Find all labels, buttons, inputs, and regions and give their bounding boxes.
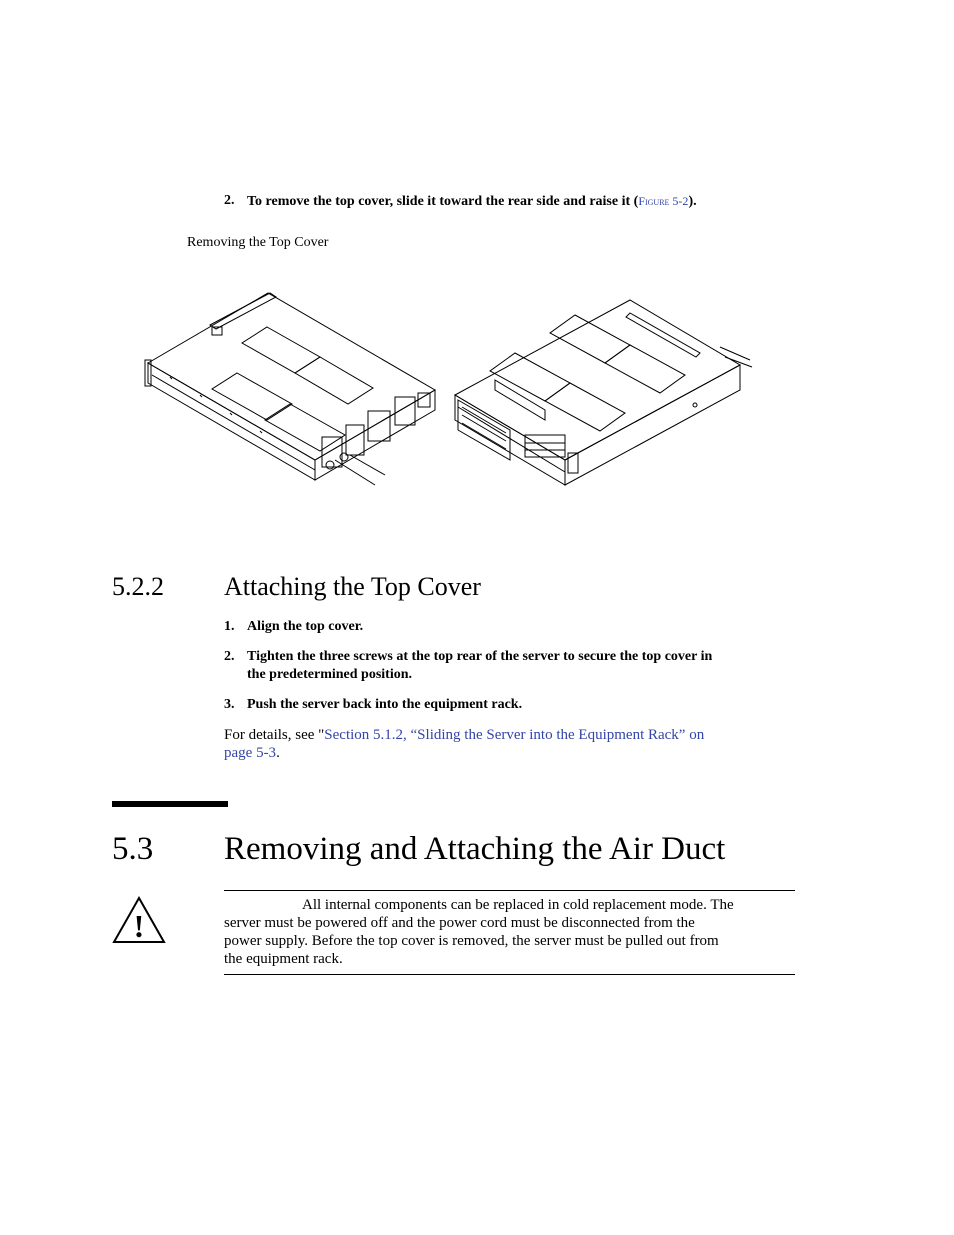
step-number: 1. xyxy=(224,619,235,634)
details-paragraph xyxy=(224,726,704,744)
section-number: 5.3 xyxy=(112,831,154,867)
page-link[interactable]: page 5-3 xyxy=(224,745,277,761)
section-link[interactable]: Section 5.1.2, “Sliding the Server into the Equipment Rack” on xyxy=(324,727,705,743)
step-text: Push the server back into the equipment rack. xyxy=(247,697,523,712)
caution-top-rule xyxy=(224,890,795,891)
figure-caption: Removing the Top Cover xyxy=(187,235,329,250)
caution-line: All internal components can be replaced in cold replacement mode. The xyxy=(302,897,734,913)
server-rear-view xyxy=(145,293,435,485)
caution-line: power supply. Before the top cover is removed, the server must be pulled out from xyxy=(224,933,719,949)
step-text: To remove the top cover, slide it toward the rear side and raise it (Figure 5-2). xyxy=(247,194,697,209)
details-paragraph-line2 xyxy=(224,744,280,762)
step-item xyxy=(224,618,804,638)
step-text-line: Tighten the three screws at the top rear of the server to secure the top cover in xyxy=(247,649,713,664)
caution-icon xyxy=(112,896,166,944)
step-number: 2. xyxy=(224,193,235,208)
step-number: 3. xyxy=(224,697,235,712)
caution-icon-glyph: ! xyxy=(133,908,145,944)
step-remove-cover xyxy=(224,192,804,212)
server-front-view xyxy=(455,300,752,485)
top-cover-illustration xyxy=(140,285,760,515)
details-prefix: For details, see " xyxy=(224,727,325,743)
step-text-line: the predetermined position. xyxy=(247,667,413,682)
step-number: 2. xyxy=(224,649,235,664)
section-title: Removing and Attaching the Air Duct xyxy=(224,831,726,867)
caution-bottom-rule xyxy=(224,974,795,975)
section-title: Attaching the Top Cover xyxy=(224,572,481,601)
step-item xyxy=(224,648,804,686)
caution-line: the equipment rack. xyxy=(224,951,343,967)
step-text: Align the top cover. xyxy=(247,619,364,634)
details-suffix: . xyxy=(276,745,280,761)
section-rule xyxy=(112,801,228,807)
section-number: 5.2.2 xyxy=(112,572,164,601)
caution-line: server must be powered off and the power cord must be disconnected from the xyxy=(224,915,695,931)
figure-ref-link[interactable]: Figure 5-2 xyxy=(638,194,689,208)
step-item xyxy=(224,696,804,716)
